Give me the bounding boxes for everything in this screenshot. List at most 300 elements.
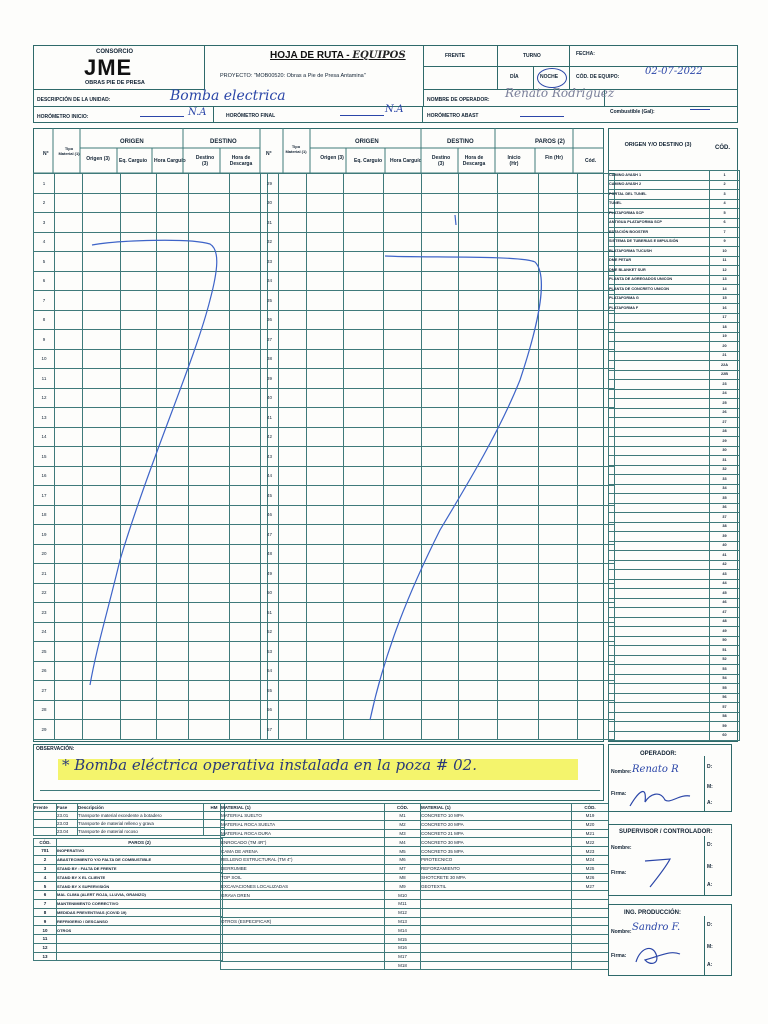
row-number: 36 <box>261 310 279 330</box>
origen-destino-cod: 29 <box>710 437 740 447</box>
origen-destino-name <box>609 475 710 485</box>
origen-destino-cod: 31 <box>710 456 740 466</box>
fase-code: 23.04 <box>57 828 78 836</box>
nombre-operador-label: NOMBRE DE OPERADOR: <box>427 97 490 103</box>
paros-description: STAND BY : FALTA DE FRENTE <box>57 864 223 873</box>
origen-destino-name: DME PETAR <box>609 256 710 266</box>
material-code <box>572 961 609 970</box>
fase-fase-header: Fase <box>57 804 78 812</box>
material-name: CAMA DE ARENA <box>221 847 385 856</box>
row-number: 56 <box>261 700 279 720</box>
origen-destino-name <box>609 617 710 627</box>
origen-destino-cod: 39 <box>710 532 740 542</box>
material-name <box>221 935 385 944</box>
materials-row <box>221 891 609 900</box>
material-code: M19 <box>572 812 609 821</box>
material-code: M17 <box>385 952 421 961</box>
title-prefix: HOJA DE RUTA - <box>270 50 350 61</box>
row-number: 14 <box>34 427 55 447</box>
material-name: EXCAVACIONES LOCALIZADAS <box>221 882 385 891</box>
origen-destino-cod: 2 <box>710 180 740 190</box>
origen-destino-item <box>609 646 740 656</box>
origen-destino-name: SISTEMA DE TUBERIAS E IMPULSIÓN <box>609 237 710 247</box>
origen-destino-cod: 18 <box>710 323 740 333</box>
observacion-line <box>40 790 600 791</box>
origen-destino-cod: 56 <box>710 693 740 703</box>
row-number: 31 <box>261 213 279 233</box>
origen-destino-cod: 43 <box>710 570 740 580</box>
paros-code: 7 <box>34 899 57 908</box>
origen-destino-cod: 37 <box>710 513 740 523</box>
origen-destino-name: DME BLANKET SUR <box>609 266 710 276</box>
materials-row <box>221 838 609 847</box>
origen-destino-cod: 60 <box>710 731 740 741</box>
right-hora-carguio: Hora Carguío <box>390 158 422 164</box>
origen-destino-cod: 53 <box>710 665 740 675</box>
paros-row <box>34 873 223 882</box>
origen-destino-cod: 17 <box>710 313 740 323</box>
row-number: 15 <box>34 447 55 467</box>
paros-header <box>34 839 223 847</box>
material-code: M12 <box>385 908 421 917</box>
material-code: M14 <box>385 926 421 935</box>
origen-destino-cod: 30 <box>710 446 740 456</box>
origen-destino-name <box>609 636 710 646</box>
material-name <box>221 961 385 970</box>
origen-destino-item <box>609 266 740 276</box>
paros-code: 6 <box>34 890 57 899</box>
origen-destino-item <box>609 370 740 380</box>
origen-destino-item <box>609 589 740 599</box>
paros-description: MANTENIMIENTO CORRECTIVO <box>57 899 223 908</box>
fase-code: 23.03 <box>57 820 78 828</box>
material-code <box>572 926 609 935</box>
origen-destino-item <box>609 617 740 627</box>
supervisor-a: A: <box>707 882 713 888</box>
paros-description: ABASTECIMIENTO Y/O FALTA DE COMBUSTIBLE <box>57 855 223 864</box>
paros-description: MAL CLIMA (ALERT ROJA, LLUVIA, GRANIZO) <box>57 890 223 899</box>
paros-description <box>57 943 223 952</box>
material-name <box>221 908 385 917</box>
paros-row <box>34 917 223 926</box>
origen-destino-item <box>609 399 740 409</box>
row-number: 25 <box>34 642 55 662</box>
material-name: PIROTECNICO <box>421 855 572 864</box>
origen-destino-item <box>609 513 740 523</box>
fase-frente-cell <box>34 828 57 836</box>
operador-a: A: <box>707 800 713 806</box>
paros-row <box>34 882 223 891</box>
material-code: M20 <box>572 820 609 829</box>
fase-row <box>34 820 225 828</box>
material-code: M15 <box>385 935 421 944</box>
fase-table <box>33 803 225 836</box>
origen-destino-cod: 19 <box>710 332 740 342</box>
row-number: 55 <box>261 681 279 701</box>
origen-destino-cod: 16 <box>710 304 740 314</box>
company-logo: JME <box>84 55 133 80</box>
origen-destino-item <box>609 323 740 333</box>
paros-table <box>33 838 223 961</box>
ing-title: ING. PRODUCCIÓN: <box>624 910 681 916</box>
paros-code: 9 <box>34 917 57 926</box>
materials-row <box>221 908 609 917</box>
origen-destino-item <box>609 218 740 228</box>
origen-destino-cod: 58 <box>710 712 740 722</box>
paros-row <box>34 926 223 935</box>
origen-destino-item <box>609 722 740 732</box>
material-code: M1 <box>385 812 421 821</box>
material-code: M27 <box>572 882 609 891</box>
origen-destino-name <box>609 551 710 561</box>
row-number: 12 <box>34 388 55 408</box>
origen-destino-item <box>609 627 740 637</box>
material-name <box>421 943 572 952</box>
row-number: 6 <box>34 271 55 291</box>
row-number: 7 <box>34 291 55 311</box>
origen-destino-cod: 22A <box>710 361 740 371</box>
origen-destino-name <box>609 342 710 352</box>
row-number: 21 <box>34 564 55 584</box>
material-code <box>572 899 609 908</box>
operador-nombre-value: Renato R <box>632 764 679 775</box>
origen-destino-item <box>609 313 740 323</box>
row-number: 13 <box>34 408 55 428</box>
material-code: M10 <box>385 891 421 900</box>
materials-row <box>221 943 609 952</box>
material-code: M8 <box>385 873 421 882</box>
material-name: CONCRETO 10 MPA <box>421 812 572 821</box>
left-tipo-label: Tipo Material (1) <box>58 146 80 156</box>
origen-destino-cod: 46 <box>710 598 740 608</box>
origen-destino-item <box>609 560 740 570</box>
materials-row <box>221 961 609 970</box>
material-code <box>572 943 609 952</box>
materials-row <box>221 864 609 873</box>
material-name <box>221 943 385 952</box>
origen-destino-title: ORIGEN Y/O DESTINO (3) <box>624 142 692 148</box>
origen-destino-name <box>609 646 710 656</box>
origen-destino-cod: 52 <box>710 655 740 665</box>
paros-row <box>34 952 223 961</box>
origen-destino-name: TUNEL <box>609 199 710 209</box>
right-n-label: N° <box>266 151 272 157</box>
origen-destino-cod-label: CÓD. <box>715 145 730 151</box>
origen-destino-cod: 44 <box>710 579 740 589</box>
right-cod: Cód. <box>585 158 597 164</box>
paros-description <box>57 934 223 943</box>
origen-destino-name <box>609 418 710 428</box>
origen-destino-item <box>609 570 740 580</box>
row-number: 20 <box>34 544 55 564</box>
fecha-label: FECHA: <box>576 51 595 57</box>
material-name: REFORZAMIENTO <box>421 864 572 873</box>
row-number: 49 <box>261 564 279 584</box>
paros-code: 701 <box>34 847 57 856</box>
ing-signature <box>630 940 690 970</box>
row-number: 23 <box>34 603 55 623</box>
row-number: 22 <box>34 583 55 603</box>
row-number: 27 <box>34 681 55 701</box>
fase-description: Transporte de material rocoso <box>78 828 204 836</box>
row-number: 52 <box>261 622 279 642</box>
fase-frente-header: Frente <box>34 804 57 812</box>
origen-destino-name <box>609 399 710 409</box>
material-name: GEOTEXTIL <box>421 882 572 891</box>
origen-destino-name <box>609 560 710 570</box>
origen-destino-item <box>609 171 740 181</box>
paros-description: STAND BY X SUPERVISIÓN <box>57 882 223 891</box>
origen-destino-item <box>609 551 740 561</box>
origen-destino-cod: 40 <box>710 541 740 551</box>
row-number: 39 <box>261 369 279 389</box>
paros-code: 12 <box>34 943 57 952</box>
observacion-label: OBSERVACIÓN: <box>36 746 75 752</box>
row-number: 57 <box>261 720 279 740</box>
row-number: 30 <box>261 193 279 213</box>
row-number: 24 <box>34 622 55 642</box>
cod-equipo-label: CÓD. DE EQUIPO: <box>576 74 620 80</box>
material-code: M16 <box>385 943 421 952</box>
paros-row <box>34 908 223 917</box>
origen-destino-item <box>609 275 740 285</box>
material-code: M6 <box>385 855 421 864</box>
cod-equipo-value: 02-07-2022 <box>645 66 703 77</box>
origen-destino-item <box>609 598 740 608</box>
materials-row <box>221 926 609 935</box>
origen-destino-cod: 6 <box>710 218 740 228</box>
material-code: M22 <box>572 838 609 847</box>
origen-destino-name <box>609 361 710 371</box>
fase-descripcion-header: Descripción <box>78 804 204 812</box>
origen-destino-name <box>609 693 710 703</box>
paros-description <box>57 952 223 961</box>
material-name: MATERIAL ROCA DURA <box>221 829 385 838</box>
observacion-text: * Bomba eléctrica operativa instalada en la poza # 02. <box>62 756 477 774</box>
origen-destino-cod: 24 <box>710 389 740 399</box>
material-code: M7 <box>385 864 421 873</box>
origen-destino-item <box>609 351 740 361</box>
material-code: M5 <box>385 847 421 856</box>
origen-destino-cod: 45 <box>710 589 740 599</box>
origen-destino-name <box>609 589 710 599</box>
right-paros-label: PAROS (2) <box>535 139 565 145</box>
origen-destino-cod: 9 <box>710 237 740 247</box>
horometro-final-label: HORÓMETRO FINAL <box>226 113 276 119</box>
origen-destino-cod: 51 <box>710 646 740 656</box>
row-number: 1 <box>34 174 55 194</box>
material-name: MATERIAL ROCA SUELTA <box>221 820 385 829</box>
origen-destino-item <box>609 541 740 551</box>
material-name: MATERIAL SUELTO <box>221 812 385 821</box>
origen-destino-cod: 49 <box>710 627 740 637</box>
origen-destino-item <box>609 503 740 513</box>
turno-label: TURNO <box>523 53 541 59</box>
row-number: 43 <box>261 447 279 467</box>
origen-destino-name <box>609 684 710 694</box>
origen-destino-name <box>609 627 710 637</box>
left-eq-carguio: Eq. Carguío <box>119 158 148 164</box>
right-destino-label: DESTINO <box>447 139 474 145</box>
origen-destino-name <box>609 484 710 494</box>
material-code: M25 <box>572 864 609 873</box>
materials-row <box>221 917 609 926</box>
material-name <box>421 917 572 926</box>
paros-row <box>34 847 223 856</box>
origen-destino-item <box>609 256 740 266</box>
origen-destino-cod: 1 <box>710 171 740 181</box>
row-number: 29 <box>261 174 279 194</box>
origen-destino-cod: 5 <box>710 209 740 219</box>
left-destino3: Destino (3) <box>195 155 215 167</box>
row-number: 16 <box>34 466 55 486</box>
fase-frente-cell <box>34 812 57 820</box>
origen-destino-cod: 3 <box>710 190 740 200</box>
origen-destino-cod: 57 <box>710 703 740 713</box>
origen-destino-name <box>609 731 710 741</box>
origen-destino-cod: 54 <box>710 674 740 684</box>
row-number: 8 <box>34 310 55 330</box>
origen-destino-item <box>609 418 740 428</box>
fase-hm-header: HM <box>204 804 225 812</box>
material-code <box>572 917 609 926</box>
origen-destino-name <box>609 332 710 342</box>
row-number: 48 <box>261 544 279 564</box>
right-hora-descarga: Hora de Descarga <box>462 155 486 167</box>
right-tipo-label: Tipo Material (1) <box>285 144 307 154</box>
material-code: M9 <box>385 882 421 891</box>
origen-destino-item <box>609 408 740 418</box>
row-number: 10 <box>34 349 55 369</box>
paros-code: 2 <box>34 855 57 864</box>
origen-destino-item <box>609 636 740 646</box>
fase-row <box>34 812 225 820</box>
origen-destino-name <box>609 513 710 523</box>
right-destino3: Destino (3) <box>431 155 451 167</box>
materials-cod2-label: CÓD. <box>572 804 609 812</box>
origen-destino-item <box>609 332 740 342</box>
origen-destino-item <box>609 693 740 703</box>
origen-destino-name: PLATAFORMA SCP <box>609 209 710 219</box>
materials-row <box>221 855 609 864</box>
materials-header <box>221 804 609 812</box>
material-name: RELLENO ESTRUCTURAL (TM 4") <box>221 855 385 864</box>
origen-destino-cod: 20 <box>710 342 740 352</box>
origen-destino-name <box>609 408 710 418</box>
material-name <box>421 891 572 900</box>
origen-destino-name <box>609 389 710 399</box>
origen-destino-name <box>609 665 710 675</box>
ing-d: D: <box>707 922 713 928</box>
fase-description: Transporte de material relleno y grava <box>78 820 204 828</box>
row-number: 9 <box>34 330 55 350</box>
row-number: 46 <box>261 505 279 525</box>
origen-destino-cod: 13 <box>710 275 740 285</box>
origen-destino-name <box>609 370 710 380</box>
paros-code: 8 <box>34 908 57 917</box>
material-name: CONCRETO 21 MPA <box>421 829 572 838</box>
origen-destino-name <box>609 522 710 532</box>
origen-destino-item <box>609 522 740 532</box>
origen-destino-item <box>609 579 740 589</box>
origen-destino-item <box>609 209 740 219</box>
supervisor-d: D: <box>707 842 713 848</box>
row-number: 42 <box>261 427 279 447</box>
row-number: 26 <box>34 661 55 681</box>
horometro-abast-label: HORÓMETRO ABAST <box>427 113 479 119</box>
material-name <box>221 926 385 935</box>
left-hora-carguio: Hora Carguío <box>154 158 186 164</box>
nombre-operador-value: Renato Rodriguez <box>505 86 615 100</box>
supervisor-m: M: <box>707 864 713 870</box>
title-handwritten: EQUIPOS <box>352 50 406 61</box>
material-code: M21 <box>572 829 609 838</box>
origen-destino-item <box>609 304 740 314</box>
fase-code: 23.01 <box>57 812 78 820</box>
origen-destino-item <box>609 427 740 437</box>
noche-option: NOCHE <box>540 74 559 80</box>
origen-destino-cod: 47 <box>710 608 740 618</box>
origen-destino-name: PLANTA DE AGREGADOS UNICON <box>609 275 710 285</box>
origen-destino-name <box>609 380 710 390</box>
origen-destino-cod: 10 <box>710 247 740 257</box>
row-number: 47 <box>261 525 279 545</box>
company-line2: OBRAS PIE DE PRESA <box>85 80 145 86</box>
origen-destino-name <box>609 570 710 580</box>
left-destino-label: DESTINO <box>210 139 237 145</box>
origen-destino-cod: 26 <box>710 408 740 418</box>
row-number: 18 <box>34 505 55 525</box>
origen-destino-name <box>609 427 710 437</box>
origen-destino-cod: 7 <box>710 228 740 238</box>
origen-destino-name <box>609 437 710 447</box>
origen-destino-item <box>609 380 740 390</box>
row-number: 29 <box>34 720 55 740</box>
materials-row <box>221 899 609 908</box>
origen-destino-item <box>609 684 740 694</box>
origen-destino-cod: 21 <box>710 351 740 361</box>
origen-destino-cod: 27 <box>710 418 740 428</box>
origen-destino-name <box>609 598 710 608</box>
origen-destino-item <box>609 361 740 371</box>
material-name <box>421 961 572 970</box>
origen-destino-item <box>609 475 740 485</box>
row-number: 3 <box>34 213 55 233</box>
row-number: 50 <box>261 583 279 603</box>
paros-code: 10 <box>34 926 57 935</box>
origen-destino-cod: 50 <box>710 636 740 646</box>
right-fin: Fin (Hr) <box>545 155 563 161</box>
row-number: 33 <box>261 252 279 272</box>
ing-firma-label: Firma: <box>611 953 627 959</box>
origen-destino-item <box>609 674 740 684</box>
row-number: 19 <box>34 525 55 545</box>
right-inicio: Inicio (Hr) <box>507 155 521 167</box>
origen-destino-item <box>609 228 740 238</box>
row-number: 45 <box>261 486 279 506</box>
material-name <box>421 899 572 908</box>
material-name <box>421 926 572 935</box>
origen-destino-name: CAMINO AYASH 2 <box>609 180 710 190</box>
origen-destino-item <box>609 190 740 200</box>
material-name: OTROS (ESPECIFICAR) <box>221 917 385 926</box>
origen-destino-cod: 48 <box>710 617 740 627</box>
origen-destino-cod: 35 <box>710 494 740 504</box>
origen-destino-cod: 33 <box>710 475 740 485</box>
material-name: DERRUMBE <box>221 864 385 873</box>
row-number: 17 <box>34 486 55 506</box>
materials-row <box>221 952 609 961</box>
